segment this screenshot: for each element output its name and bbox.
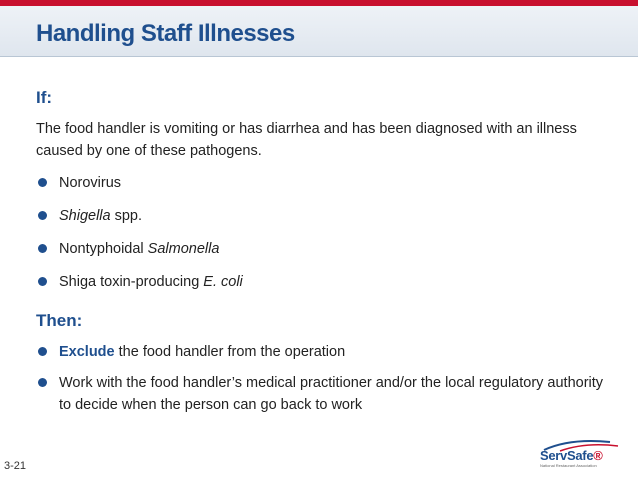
pathogen-text: Nontyphoidal [59,241,148,257]
logo-subtitle: National Restaurant Association [540,463,597,468]
pathogen-text: Norovirus [59,175,122,191]
bullet-dot-icon [38,378,47,387]
slide-content [36,86,606,425]
if-heading: If: [36,88,53,107]
action-emphasis: Exclude [59,344,115,360]
bullet-dot-icon [38,244,47,253]
page-title: Handling Staff Illnesses [36,20,295,47]
pathogen-italic: Shigella [59,208,111,224]
bullet-dot-icon [38,211,47,220]
action-text: Work with the food handler’s medical practitioner and/or the local regulatory authority to decide when the person can go back to work [59,375,604,413]
pathogen-italic: E. coli [203,274,243,290]
title-divider [0,56,638,57]
action-list [36,341,606,416]
logo-wordmark [540,448,603,463]
list-item [36,372,606,416]
logo-main: ServSafe [540,448,594,463]
list-item [36,238,606,260]
slide-number: 3-21 [4,460,27,472]
bullet-dot-icon [38,277,47,286]
pathogen-italic: Salmonella [147,241,220,257]
action-text: the food handler from the operation [114,344,346,360]
then-heading: Then: [36,311,83,330]
bullet-dot-icon [38,347,47,356]
list-item [36,172,606,194]
pathogen-suffix: spp. [110,208,143,224]
pathogen-text: Shiga toxin-producing [59,274,204,290]
servsafe-logo [540,446,622,470]
title-band [0,6,638,56]
bullet-dot-icon [38,178,47,187]
list-item [36,341,606,363]
list-item [36,271,606,293]
if-intro: The food handler is vomiting or has diarrhea and has been diagnosed with an illness caused by one of these pathogens. [36,121,577,159]
list-item [36,205,606,227]
pathogen-list [36,172,606,293]
registered-mark: ® [593,448,603,463]
